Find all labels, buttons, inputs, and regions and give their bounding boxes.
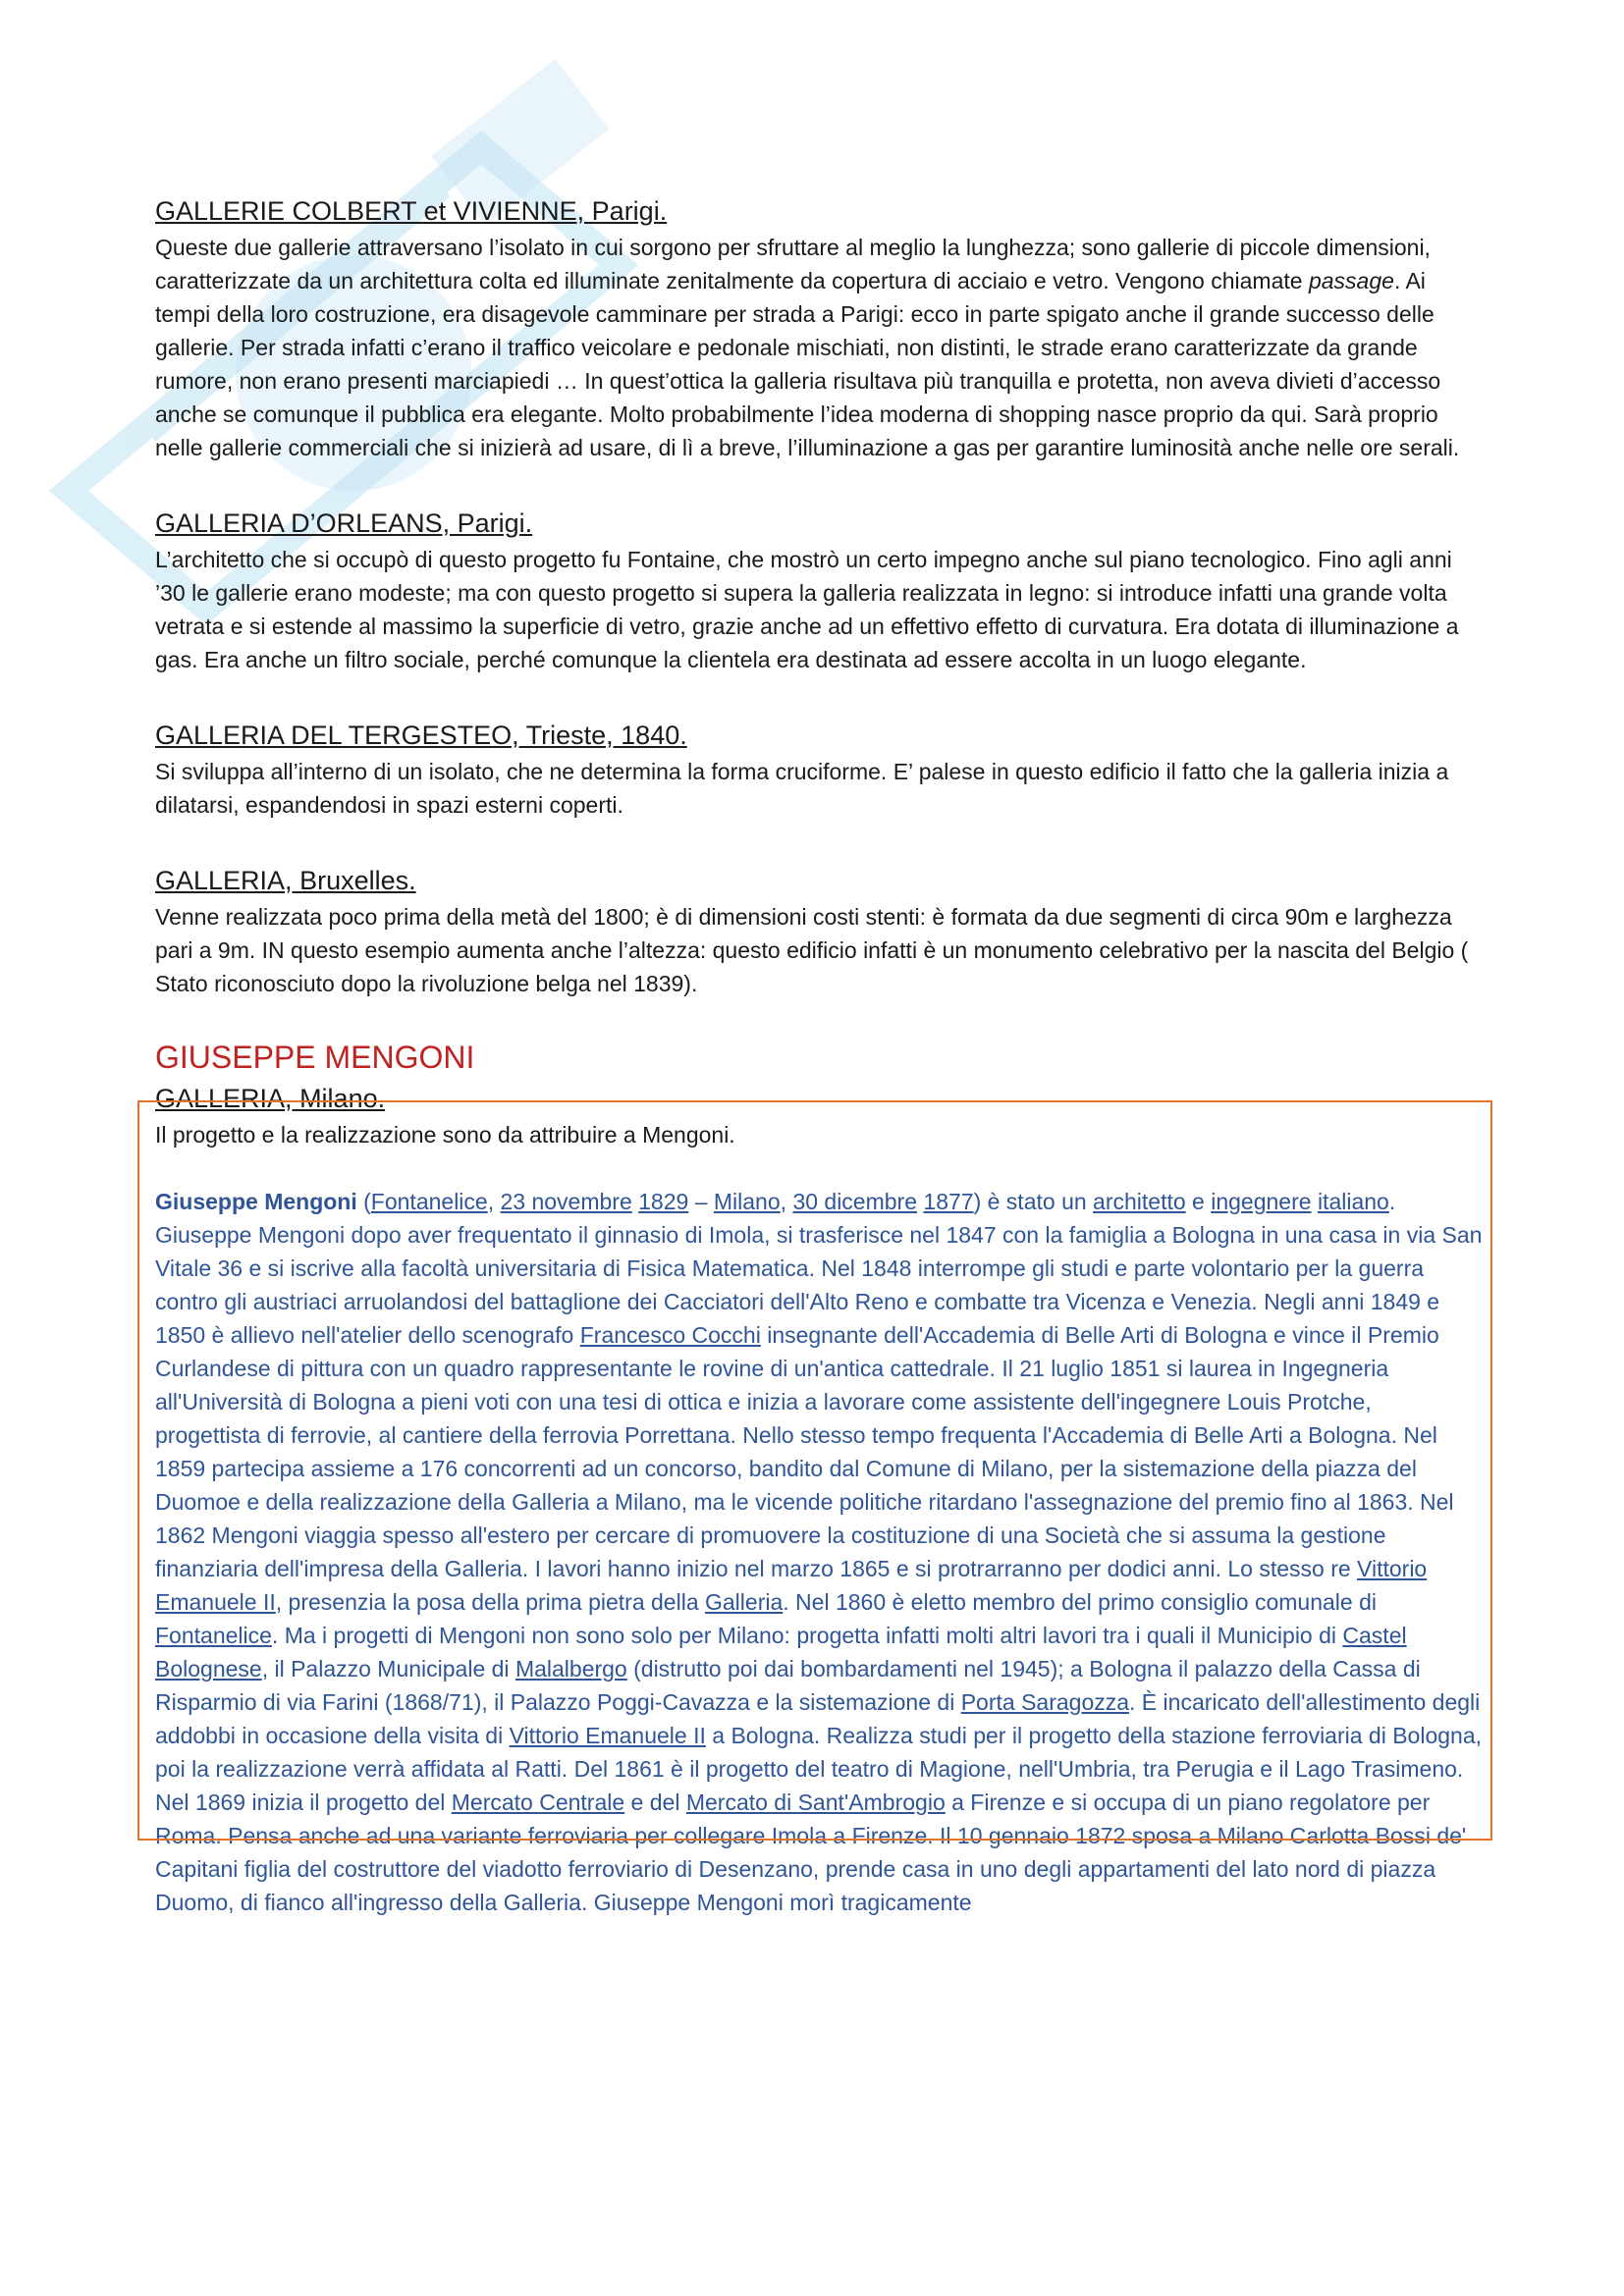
link-30-dicembre[interactable]: 30 dicembre [792, 1189, 918, 1214]
link-fontanelice[interactable]: Fontanelice [155, 1623, 272, 1648]
link-1877[interactable]: 1877 [923, 1189, 974, 1214]
section-heading: GALLERIA DEL TERGESTEO, Trieste, 1840. [155, 721, 687, 750]
bio-text: . Ma i progetti di Mengoni non sono solo per Milano: progetta infatti molti altri lavori tra i quali il Municipio di [271, 1623, 1343, 1648]
link-galleria[interactable]: Galleria [705, 1589, 784, 1615]
section-orleans [155, 504, 1483, 676]
bio-text: e del [624, 1789, 686, 1815]
section-tergesteo [155, 716, 1483, 822]
bio-text: insegnante dell'Accademia di Belle Arti di Bologna e vince il Premio Curlandese di pittura con un quadro rappresentante le rovine di un'antica cattedrale. Il 21 luglio 1851 si laurea in Ingegneria all'Università di Bologna a pieni voti con una tesi di ottica e inizia a lavorare come assistente dell'ingegnere Louis Protche, progettista di ferrovie, al cantiere della ferrovia Porrettana. Nello stesso tempo frequenta l'Accademia di Belle Arti a Bologna. Nel 1859 partecipa assieme a 176 concorrenti ad un concorso, bandito dal Comune di Milano, per la sistemazione della piazza del Duomoe e della realizzazione della Galleria a Milano, ma le vicende politiche ritardano l'assegnazione del premio fino al 1863. Nel 1862 Mengoni viaggia spesso all'estero per cercare di promuovere la costituzione di una Società che si assuma la gestione finanziaria dell'impresa della Galleria. I lavori hanno inizio nel marzo 1865 e si protrarranno per dodici anni. Lo stesso re [155, 1322, 1454, 1581]
bio-text: a Firenze e si occupa di un piano regolatore per Roma. Pensa anche ad una variante ferroviaria per collegare Imola a Firenze. Il 10 gennaio 1872 sposa a Milano Carlotta Bossi de' Capitani figlia del costruttore del viadotto ferroviario di Desenzano, prende casa in uno degli appartamenti del lato nord di piazza Duomo, di fianco all'ingresso della Galleria. Giuseppe Mengoni morì tragicamente [155, 1789, 1467, 1915]
bio-text: , il Palazzo Municipale di [261, 1656, 515, 1682]
bio-name: Giuseppe Mengoni [155, 1189, 357, 1214]
bio-text: – [688, 1189, 714, 1214]
bio-text: ( [356, 1189, 371, 1214]
link-vittorio-emanuele-ii[interactable]: Vittorio Emanuele II [509, 1723, 706, 1748]
section-colbert-vivienne [155, 191, 1483, 464]
bio-text: . Nel 1860 è eletto membro del primo consiglio comunale di [783, 1589, 1377, 1615]
section-bruxelles [155, 861, 1483, 1000]
section-body: Venne realizzata poco prima della metà del 1800; è di dimensioni costi stenti: è formata da due segmenti di circa 90m e larghezza pari a 9m. IN questo esempio aumenta anche l’altezza: questo edificio infatti è un monumento celebrativo per la nascita del Belgio ( Stato riconosciuto dopo la rivoluzione belga nel 1839). [155, 904, 1469, 996]
link-23-novembre[interactable]: 23 novembre [500, 1189, 632, 1214]
link-mercato-centrale[interactable]: Mercato Centrale [451, 1789, 625, 1815]
body-text: Queste due gallerie attraversano l’isolato in cui sorgono per sfruttare al meglio la lunghezza; sono gallerie di piccole dimensioni, caratterizzate da un architettura colta ed illuminate zenitalmente da copertura di acciaio e vetro. Vengono chiamate [155, 235, 1431, 294]
bio-text: (distrutto poi dai bombardamenti nel 1945); a Bologna il palazzo della Cassa di Risparmio di via Farini (1868/71), il Palazzo Poggi-Cavazza e la sistemazione di [155, 1656, 1421, 1715]
link-architetto[interactable]: architetto [1093, 1189, 1186, 1214]
link-mercato-sant-ambrogio[interactable]: Mercato di Sant'Ambrogio [685, 1789, 946, 1815]
link-italiano[interactable]: italiano [1317, 1189, 1389, 1214]
bio-text: . È incaricato dell'allestimento degli addobbi in occasione della visita di [155, 1689, 1481, 1748]
section-heading: GALLERIA, Bruxelles. [155, 866, 416, 895]
link-malalbergo[interactable]: Malalbergo [514, 1656, 627, 1682]
bio-text: , presenzia la posa della prima pietra della [275, 1589, 705, 1615]
section-body [155, 231, 1483, 464]
section-body: Si sviluppa all’interno di un isolato, che ne determina la forma cruciforme. E’ palese in questo edificio il fatto che la galleria inizia a dilatarsi, espandendosi in spazi esterni coperti. [155, 759, 1449, 818]
bio-text: , [487, 1189, 501, 1214]
section-body: L’architetto che si occupò di questo progetto fu Fontaine, che mostrò un certo impegno anche sul piano tecnologico. Fino agli anni ’30 le gallerie erano modeste; ma con questo progetto si supera la galleria realizzata in legno: si introduce infatti una grande volta vetrata e si estende al massimo la superficie di vetro, grazie anche ad un effettivo effetto di curvatura. Era dotata di illuminazione a gas. Era anche un filtro sociale, perché comunque la clientela era destinata ad essere accolta in un luogo elegante. [155, 547, 1459, 672]
bio-text: ) è stato un [973, 1189, 1094, 1214]
section-heading: GALLERIA D’ORLEANS, Parigi. [155, 508, 533, 538]
bio-text: . Giuseppe Mengoni dopo aver frequentato il ginnasio di Imola, si trasferisce nel 1847 con la famiglia a Bologna in una casa in via San Vitale 36 e si iscrive alla facoltà universitaria di Fisica Matematica. Nel 1848 interrompe gli studi e parte volontario per la guerra contro gli austriaci arruolandosi del battaglione dei Cacciatori dell'Alto Reno e combatte tra Vicenza e Venezia. Negli anni 1849 e 1850 è allievo nell'atelier dello scenografo [155, 1189, 1483, 1348]
bio-text: a Bologna. Realizza studi per il progetto della stazione ferroviaria di Bologna, poi la realizzazione verrà affidata al Ratti. Del 1861 è il progetto del teatro di Magione, nell'Umbria, tra Perugia e il Lago Trasimeno. Nel 1869 inizia il progetto del [155, 1723, 1483, 1815]
bio-text: , [780, 1189, 793, 1214]
link-fontanelice[interactable]: Fontanelice [370, 1189, 488, 1214]
link-milano[interactable]: Milano [713, 1189, 781, 1214]
section-heading: GALLERIE COLBERT et VIVIENNE, Parigi. [155, 196, 668, 226]
link-ingegnere[interactable]: ingegnere [1211, 1189, 1312, 1214]
link-francesco-cocchi[interactable]: Francesco Cocchi [579, 1322, 761, 1348]
link-castel-bolognese[interactable]: Castel Bolognese [155, 1623, 1407, 1682]
mengoni-highlight-box [137, 1100, 1492, 1841]
link-porta-saragozza[interactable]: Porta Saragozza [960, 1689, 1130, 1715]
link-1829[interactable]: 1829 [638, 1189, 689, 1214]
bio-text: e [1185, 1189, 1212, 1214]
section-intro: Il progetto e la realizzazione sono da attribuire a Mengoni. [155, 1122, 735, 1148]
body-italic-term: passage [1308, 268, 1394, 294]
link-vittorio-emanuele-ii[interactable]: Vittorio Emanuele II [155, 1556, 1428, 1615]
body-text: . Ai tempi della loro costruzione, era disagevole camminare per strada a Parigi: ecco in parte spigato anche il grande successo delle gallerie. Per strada infatti c’erano il traffico veicolare e pedonale mischiati, non distinti, le strade erano caratterizzate da grande rumore, non erano presenti marciapiedi … In quest’ottica la galleria risultava più tranquilla e protetta, non aveva divieti d’accesso anche se comunque il pubblica era elegante. Molto probabilmente l’idea moderna di shopping nasce proprio da qui. Sarà proprio nelle gallerie commerciali che si inizierà ad usare, di lì a breve, l’illuminazione a gas per garantire luminosità anche nelle ore serali. [155, 268, 1460, 460]
mengoni-title: GIUSEPPE MENGONI [155, 1040, 475, 1075]
section-heading: GALLERIA, Milano. [155, 1084, 386, 1113]
